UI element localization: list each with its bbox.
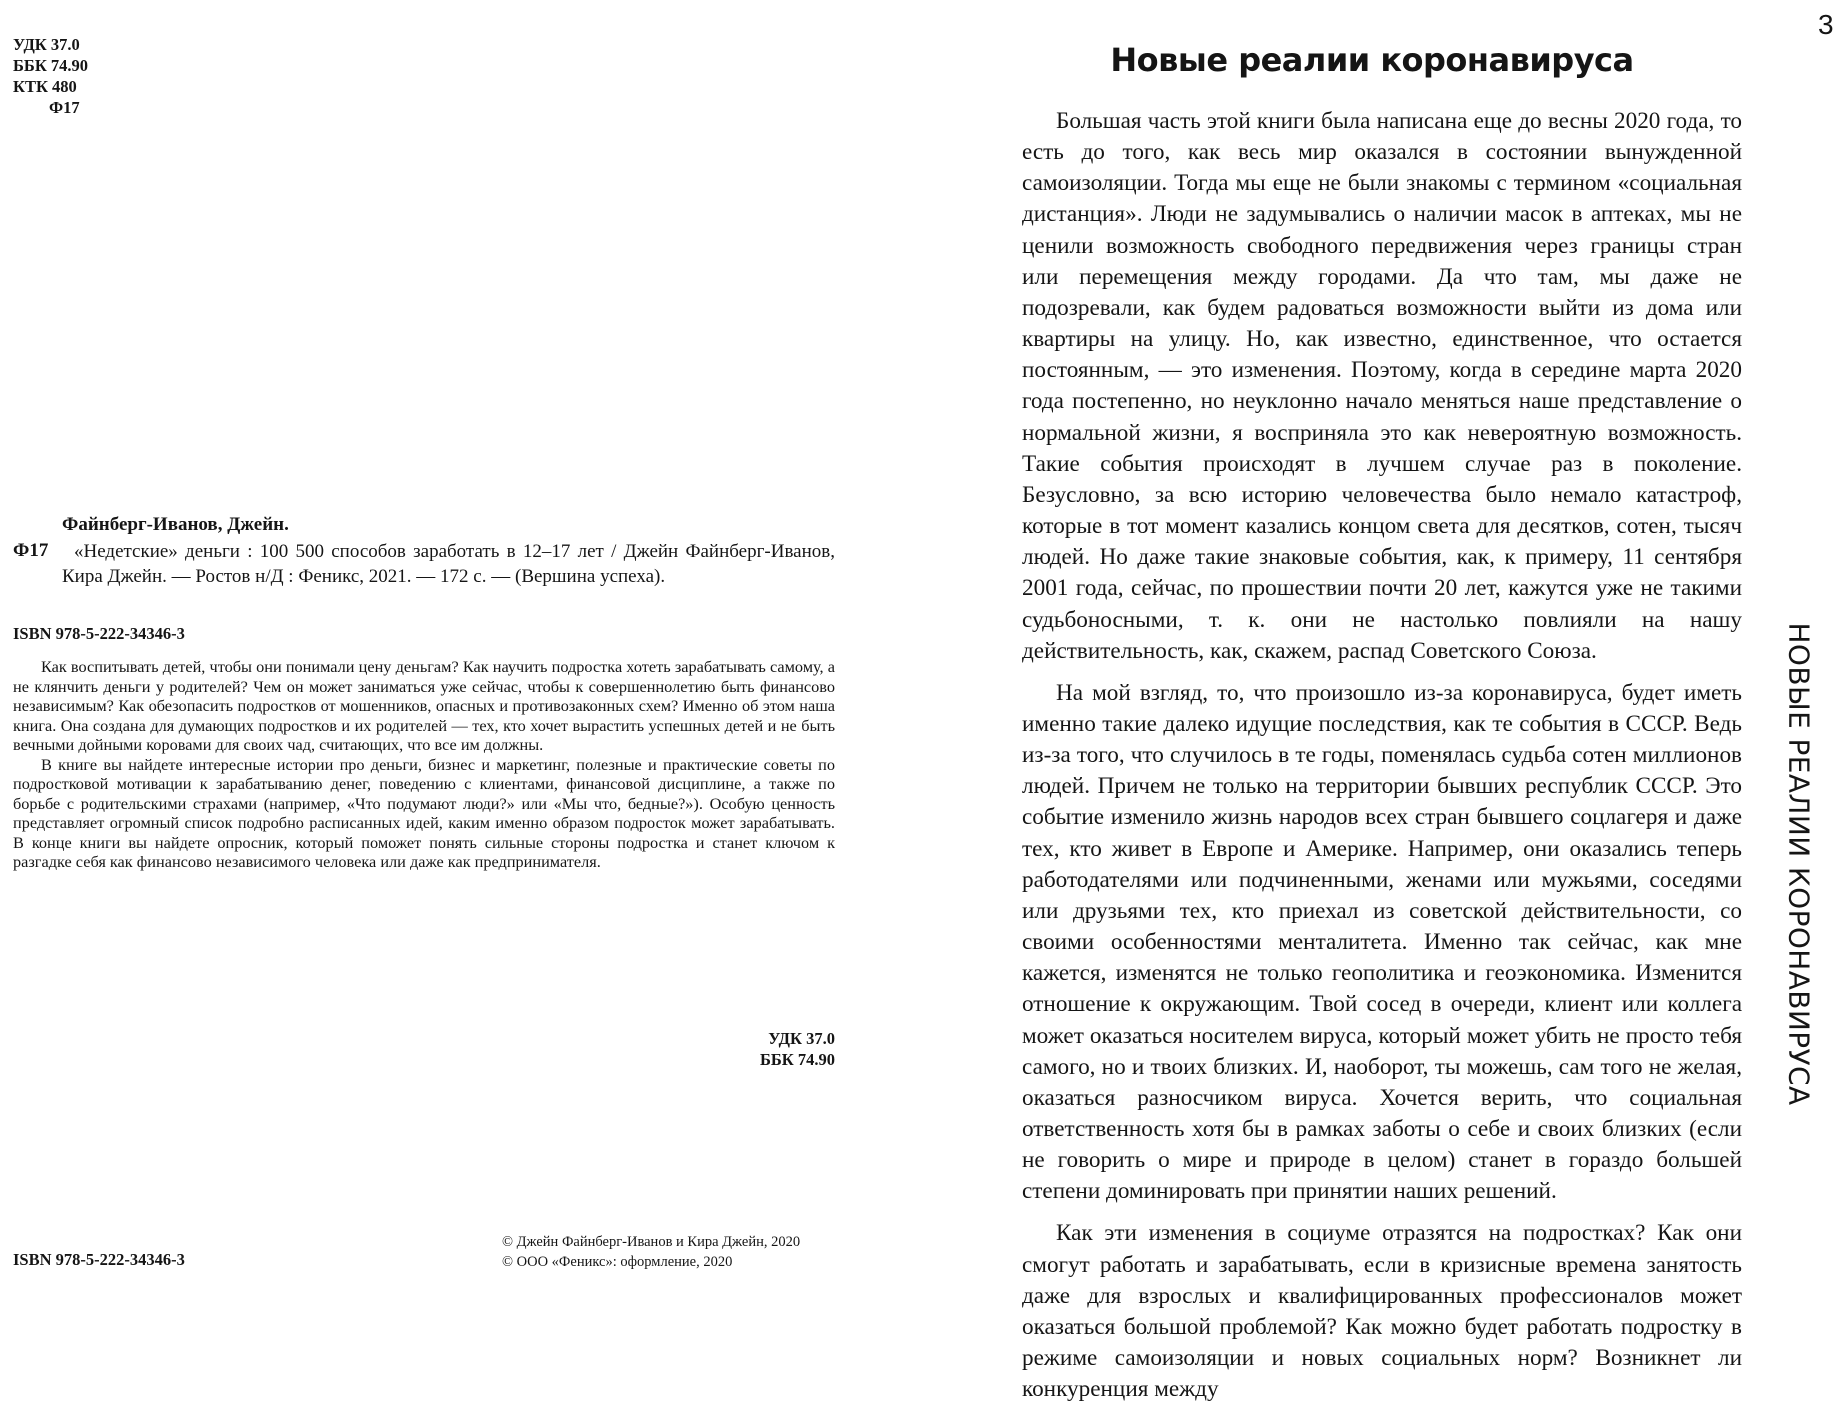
udk-code: УДК 37.0 [13, 35, 80, 54]
copyright-notices [502, 1232, 800, 1272]
chapter-body [1022, 106, 1742, 1405]
body-paragraph: На мой взгляд, то, что произошло из-за коронавируса, будет иметь именно такие далеко идущие последствия, как те события в СССР. Ведь из-за того, что случилось в те годы, поменялась судьба сотен миллионов людей. Причем не только на территории бывших республик СССР. Это событие изменило жизнь народов всех стран бывшего соцлагеря и даже тех, кто живет в Европе и Америке. Например, они оказались теперь работодателями или подчиненными, женами или мужьями, соседями или друзьями тех, кто приехал из советской действительности, со своими особенностями менталитета. Именно так сейчас, как мне кажется, изменятся не только геополитика и геоэкономика. Изменится отношение к окружающим. Твой сосед в очереди, клиент или коллега может оказаться носителем вируса, который может убить не просто тебя самого, но и твоих близких. И, наоборот, ты можешь, сам того не желая, оказаться разносчиком вируса. Хочется верить, что социальная ответственность хотя бы в рамках заботы о себе и своих близких (если не говорить о мире и природе в целом) станет в гораздо большей степени доминировать при принятии наших решений. [1022, 679, 1742, 1205]
chapter-title: Новые реалии коронавируса [1110, 41, 1634, 79]
bbk-code: ББК 74.90 [13, 56, 89, 75]
body-paragraph: Как эти изменения в социуме отразятся на подростках? Как они смогут работать и зарабатывать, если в кризисные времена занятость даже для взрослых и квалифицированных профессионалов может оказаться большой проблемой? Как можно будет работать подростку в режиме самоизоляции и новых социальных норм? Возникнет ли конкуренция между [1022, 1220, 1742, 1403]
annotation-paragraph: Как воспитывать детей, чтобы они понимали цену деньгам? Как научить подростка хотеть зарабатывать самому, а не клянчить деньги у родителей? Чем он может заниматься уже сейчас, чтобы к совершеннолетию быть финансово независимым? Как обезопасить подростков от мошенников, опасных и противозаконных схем? Именно об этом наша книга. Она создана для думающих подростков и их родителей — тех, кто хочет вырастить успешных детей и не быть вечными дойными коровами для своих чад, считающих, что все им должны. [13, 657, 835, 754]
copyright-line: © Джейн Файнберг-Иванов и Кира Джейн, 2020 [502, 1234, 801, 1250]
running-head-text: НОВЫЕ РЕАЛИИ КОРОНАВИРУСА [1782, 622, 1816, 1106]
bibliographic-author: Файнберг-Иванов, Джейн. [62, 514, 289, 535]
author-mark: Ф17 [49, 98, 80, 117]
annotation [13, 657, 835, 872]
annotation-paragraph: В книге вы найдете интересные истории про деньги, бизнес и маркетинг, полезные и практические советы по подростковой мотивации к зарабатыванию денег, поведению с клиентами, финансовой дисциплине, а также по борьбе с родительскими страхами (например, «Что подумают люди?» или «Мы что, бедные?»). Особую ценность представляет огромный список подробно расписанных идей, каким именно образом подросток может зарабатывать. В конце книги вы найдете опросник, который поможет понять сильные стороны подростка и станет ключом к разгадке себя как финансово независимого человека или даже как предпринимателя. [13, 754, 835, 871]
classification-codes [13, 34, 88, 118]
ktk-code: КТК 480 [13, 77, 77, 96]
bibliographic-description: «Недетские» деньги : 100 500 способов заработать в 12–17 лет / Джейн Файнберг-Иванов, Кира Джейн. — Ростов н/Д : Феникс, 2021. — 172 с. — (Вершина успеха). [62, 541, 835, 587]
bibliographic-author-mark: Ф17 [13, 540, 49, 561]
isbn-bottom: ISBN 978-5-222-34346-3 [13, 1250, 185, 1269]
bbk-code: ББК 74.90 [759, 1050, 835, 1069]
isbn: ISBN 978-5-222-34346-3 [13, 624, 185, 643]
copyright-line: © ООО «Феникс»: оформление, 2020 [502, 1254, 733, 1270]
body-paragraph: Большая часть этой книги была написана еще до весны 2020 года, то есть до того, как весь мир оказался в состоянии вынужденной самоизоляции. Тогда мы еще не были знакомы с термином «социальная дистанция». Люди не задумывались о наличии масок в аптеках, мы не ценили возможность свободного передвижения через границы стран или перемещения между городами. Да что там, мы даже не подозревали, как будем радоваться возможности выйти из дома или квартиры на улицу. Но, как известно, единственное, что остается постоянным, — это изменения. Поэтому, когда в середине марта 2020 года постепенно, но неуклонно начало меняться наше представление о нормальной жизни, я восприняла это как невероятную возможность. Такие события происходят в лучшем случае раз в поколение. Безусловно, за всю историю человечества было немало катастроф, которые в тот момент казались концом света для десятков, сотен, тысяч людей. Но даже такие знаковые события, как, к примеру, 11 сентября 2001 года, сейчас, по прошествии почти 20 лет, кажутся уже не такими судьбоносными, т. к. они не настолько повлияли на нашу действительность, как, скажем, распад Советского Союза. [1022, 108, 1742, 664]
classification-codes-bottom [640, 1028, 835, 1070]
udk-code: УДК 37.0 [768, 1029, 835, 1048]
page-number: 3 [1818, 9, 1834, 40]
